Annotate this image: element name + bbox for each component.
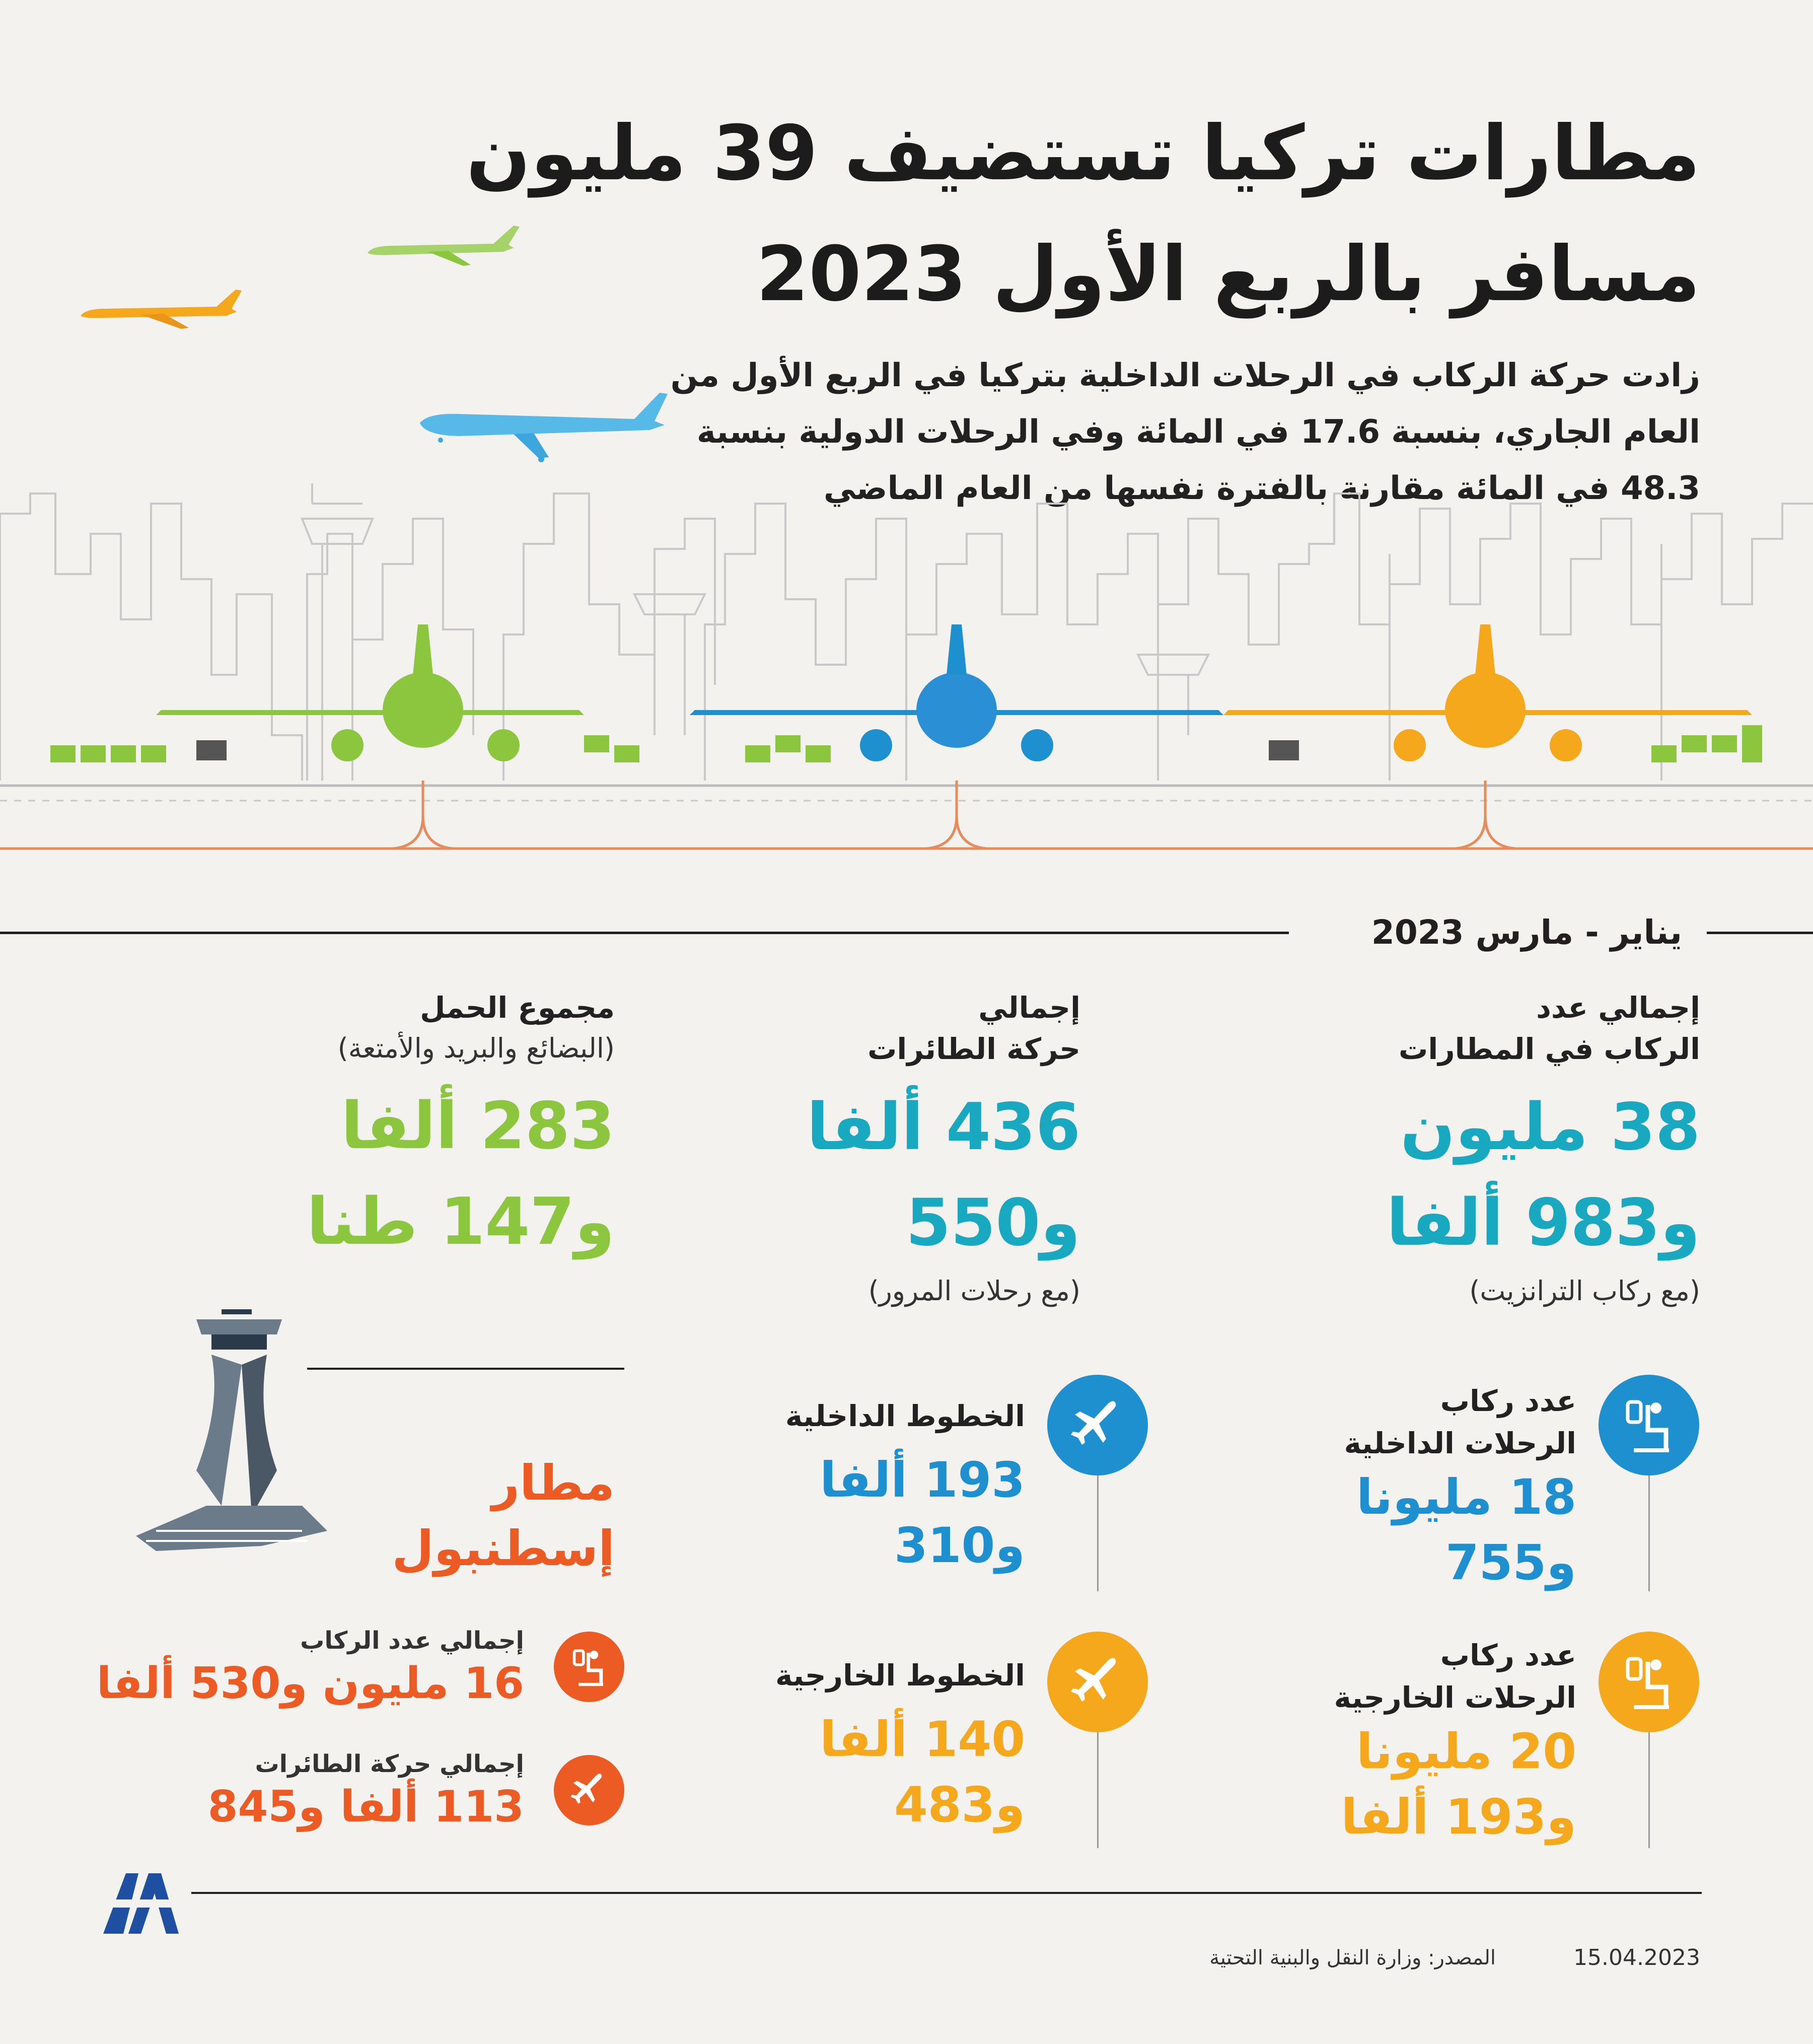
passengers-value-1: 38 مليون (1400, 1090, 1700, 1165)
domestic-passengers-value-1: 18 مليونا (1356, 1469, 1576, 1525)
domestic-passengers-connector (1648, 1475, 1650, 1591)
title-line-2: مسافر بالربع الأول 2023 (756, 231, 1700, 318)
istanbul-title-1: مطار (491, 1455, 615, 1511)
footer-line (191, 1892, 1702, 1894)
istanbul-pax-block (71, 1626, 524, 1711)
international-flights-value-1: 140 ألفا (820, 1711, 1025, 1768)
international-flights-value-2: و483 (894, 1777, 1025, 1833)
plane-icon-international (1047, 1632, 1148, 1732)
aa-logo-icon (98, 1863, 184, 1939)
domestic-flights-block (622, 1395, 1025, 1578)
intro-line-3: 48.3 في المائة مقارنة بالفترة نفسها من العام الماضي (823, 470, 1700, 507)
aa-logo (98, 1863, 184, 1939)
period-label: يناير - مارس 2023 (1351, 907, 1702, 958)
page-title (341, 93, 1700, 335)
period-divider-left (0, 932, 1289, 934)
seat-icon-international (1599, 1632, 1699, 1732)
seat-icon-istanbul (554, 1632, 624, 1702)
title-line-1: مطارات تركيا تستضيف 39 مليون (466, 110, 1700, 197)
istanbul-flights-block (71, 1749, 524, 1835)
cargo-heading-1: مجموع الحمل (420, 991, 615, 1025)
orange-plane-icon (76, 285, 247, 335)
domestic-flights-value-1: 193 ألفا (820, 1452, 1025, 1508)
plane-icon-domestic (1047, 1375, 1148, 1475)
aircraft-column (678, 987, 1080, 1311)
istanbul-title-2: إسطنبول (392, 1520, 615, 1577)
cargo-value-2: و147 طنا (306, 1184, 615, 1259)
domestic-passengers-label-2: الرحلات الداخلية (1344, 1426, 1576, 1460)
passengers-heading-1: إجمالي عدد (1536, 991, 1700, 1025)
domestic-flights-label: الخطوط الداخلية (785, 1399, 1025, 1433)
aircraft-note: (مع رحلات المرور) (868, 1275, 1080, 1307)
istanbul-line (307, 1368, 624, 1370)
plane-icon-istanbul (554, 1755, 624, 1825)
passengers-column (1247, 987, 1700, 1311)
aircraft-value-1: 436 ألفا (807, 1090, 1080, 1165)
footer-source: المصدر: وزارة النقل والبنية التحتية (1209, 1946, 1496, 1969)
international-passengers-label-1: عدد ركاب (1440, 1638, 1576, 1672)
istanbul-flights-label: إجمالي حركة الطائرات (255, 1750, 524, 1778)
cargo-value-1: 283 ألفا (341, 1089, 615, 1164)
istanbul-flights-value: 113 ألفا و845 (207, 1782, 524, 1832)
international-flights-label: الخطوط الخارجية (775, 1658, 1025, 1693)
international-passengers-value-1: 20 مليونا (1356, 1723, 1576, 1780)
domestic-flights-connector (1097, 1475, 1099, 1591)
international-passengers-connector (1648, 1732, 1650, 1848)
istanbul-title (313, 1450, 615, 1581)
international-passengers-block (1123, 1634, 1576, 1850)
domestic-flights-value-2: و310 (894, 1517, 1025, 1574)
passengers-note: (مع ركاب الترانزيت) (1469, 1275, 1700, 1307)
passengers-value-2: و983 ألفا (1386, 1185, 1700, 1260)
domestic-passengers-label-1: عدد ركاب (1440, 1384, 1576, 1418)
footer-date: 15.04.2023 (1573, 1945, 1700, 1970)
period-divider-right (1707, 932, 1813, 934)
intro-line-1: زادت حركة الركاب في الرحلات الداخلية بتركيا في الربع الأول من (670, 357, 1700, 394)
aircraft-heading-2: حركة الطائرات (867, 1032, 1080, 1066)
cargo-column (162, 987, 615, 1270)
cargo-heading-2: (البضائع والبريد والأمتعة) (337, 1032, 615, 1064)
airport-skyline-illustration (0, 473, 1813, 886)
international-flights-block (622, 1654, 1025, 1838)
seat-icon-domestic (1599, 1375, 1699, 1475)
international-passengers-label-2: الرحلات الخارجية (1334, 1680, 1576, 1715)
intro-line-2: العام الجاري، بنسبة 17.6 في المائة وفي الرحلات الدولية بنسبة (696, 413, 1700, 451)
domestic-passengers-block (1123, 1380, 1576, 1595)
domestic-passengers-value-2: و755 (1445, 1534, 1576, 1591)
passengers-heading-2: الركاب في المطارات (1399, 1032, 1700, 1066)
istanbul-pax-label: إجمالي عدد الركاب (300, 1627, 524, 1655)
aircraft-value-2: و550 (906, 1185, 1080, 1260)
aircraft-heading-1: إجمالي (978, 991, 1080, 1025)
istanbul-pax-value: 16 مليون و530 ألفا (96, 1658, 524, 1709)
international-passengers-value-2: و193 ألفا (1341, 1789, 1576, 1845)
international-flights-connector (1097, 1732, 1099, 1848)
control-tower-icon (136, 1304, 332, 1576)
